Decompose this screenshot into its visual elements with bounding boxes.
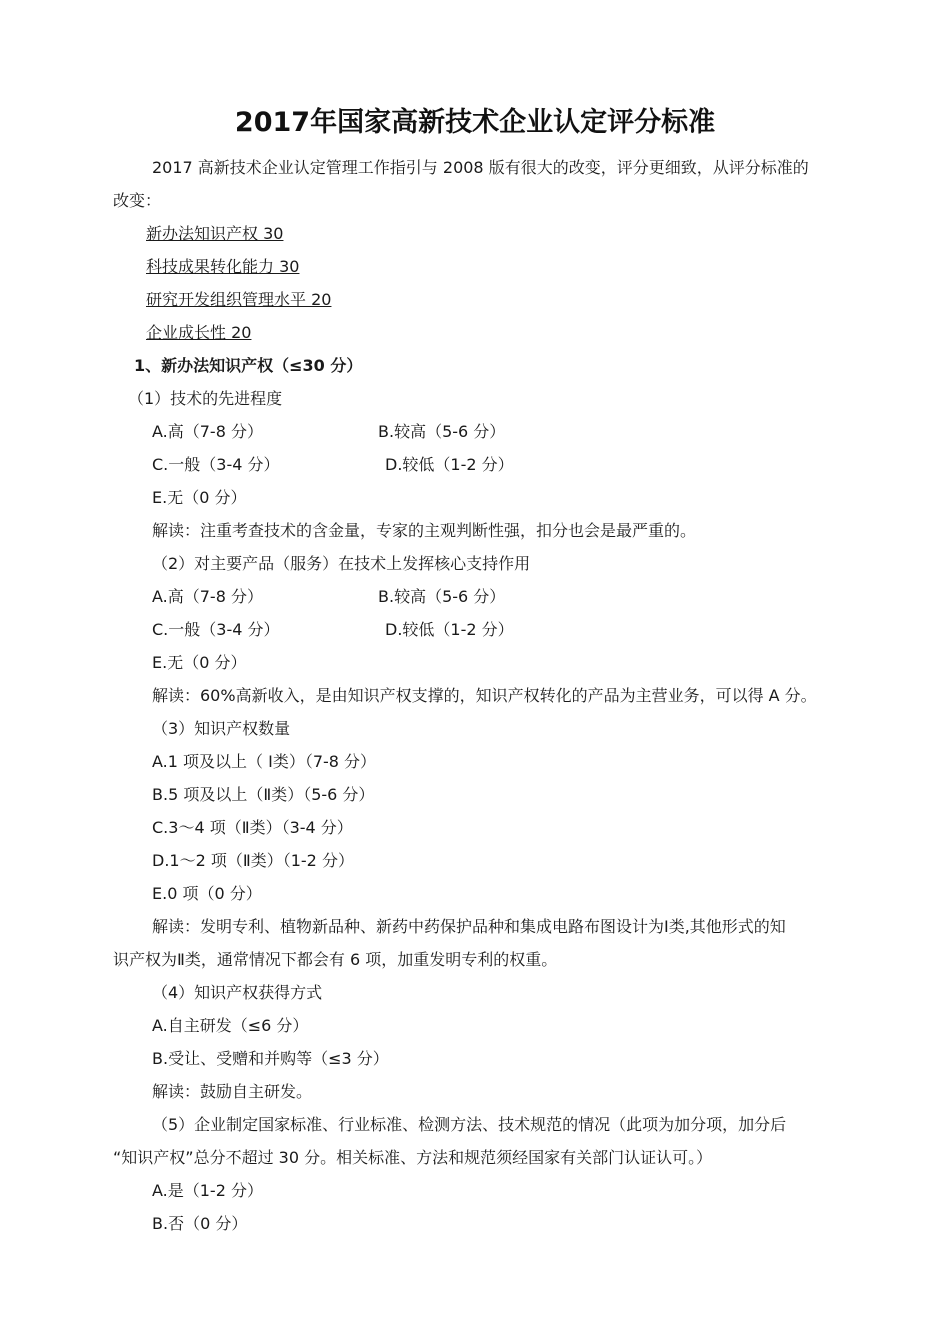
q2-option-e: E.无（0 分） <box>152 653 247 672</box>
q5-option-b: B.否（0 分） <box>152 1214 248 1233</box>
intro-line-1: 2017 高新技术企业认定管理工作指引与 2008 版有很大的改变，评分更细致，从评分标准的 <box>152 158 809 177</box>
q4-note: 解读：鼓励自主研发。 <box>152 1082 313 1101</box>
q3-title: （3）知识产权数量 <box>152 719 291 738</box>
toc-item-growth[interactable]: 企业成长性 20 <box>146 323 252 342</box>
q2-option-d: D.较低（1-2 分） <box>385 620 514 639</box>
q1-option-b: B.较高（5-6 分） <box>378 422 506 441</box>
q3-option-a: A.1 项及以上（ Ⅰ类）（7-8 分） <box>152 752 377 771</box>
q1-note: 解读：注重考查技术的含金量，专家的主观判断性强，扣分也会是最严重的。 <box>152 521 697 540</box>
q4-option-b: B.受让、受赠和并购等（≤3 分） <box>152 1049 389 1068</box>
q5-option-a: A.是（1-2 分） <box>152 1181 263 1200</box>
q1-option-d: D.较低（1-2 分） <box>385 455 514 474</box>
document-title: 2017年国家高新技术企业认定评分标准 <box>234 107 716 138</box>
q1-option-e: E.无（0 分） <box>152 488 247 507</box>
q3-option-d: D.1～2 项（Ⅱ类）（1-2 分） <box>152 851 354 870</box>
intro-line-2: 改变： <box>113 191 162 210</box>
toc-item-ip[interactable]: 新办法知识产权 30 <box>146 224 284 243</box>
q4-option-a: A.自主研发（≤6 分） <box>152 1016 309 1035</box>
q3-option-c: C.3～4 项（Ⅱ类）（3-4 分） <box>152 818 353 837</box>
toc-item-rd-management[interactable]: 研究开发组织管理水平 20 <box>146 290 332 309</box>
q2-note: 解读：60%高新收入，是由知识产权支撑的，知识产权转化的产品为主营业务，可以得 A 分。 <box>152 686 817 705</box>
q3-option-b: B.5 项及以上（Ⅱ类）（5-6 分） <box>152 785 375 804</box>
q1-title: （1）技术的先进程度 <box>128 389 283 408</box>
q4-title: （4）知识产权获得方式 <box>152 983 323 1002</box>
q2-option-a: A.高（7-8 分） <box>152 587 263 606</box>
q1-option-c: C.一般（3-4 分） <box>152 455 280 474</box>
q1-option-a: A.高（7-8 分） <box>152 422 263 441</box>
q5-title-line-1: （5）企业制定国家标准、行业标准、检测方法、技术规范的情况（此项为加分项，加分后 <box>152 1115 787 1134</box>
q5-title-line-2: “知识产权”总分不超过 30 分。相关标准、方法和规范须经国家有关部门认证认可。） <box>113 1148 713 1167</box>
q3-option-e: E.0 项（0 分） <box>152 884 262 903</box>
section-heading: 1、新办法知识产权（≤30 分） <box>134 356 363 375</box>
q2-option-c: C.一般（3-4 分） <box>152 620 280 639</box>
q3-note-line-2: 识产权为Ⅱ类，通常情况下都会有 6 项，加重发明专利的权重。 <box>113 950 558 969</box>
q2-title: （2）对主要产品（服务）在技术上发挥核心支持作用 <box>152 554 531 573</box>
q3-note-line-1: 解读：发明专利、植物新品种、新药中药保护品种和集成电路布图设计为Ⅰ类,其他形式的知 <box>152 917 786 936</box>
q2-option-b: B.较高（5-6 分） <box>378 587 506 606</box>
toc-item-transformation[interactable]: 科技成果转化能力 30 <box>146 257 300 276</box>
